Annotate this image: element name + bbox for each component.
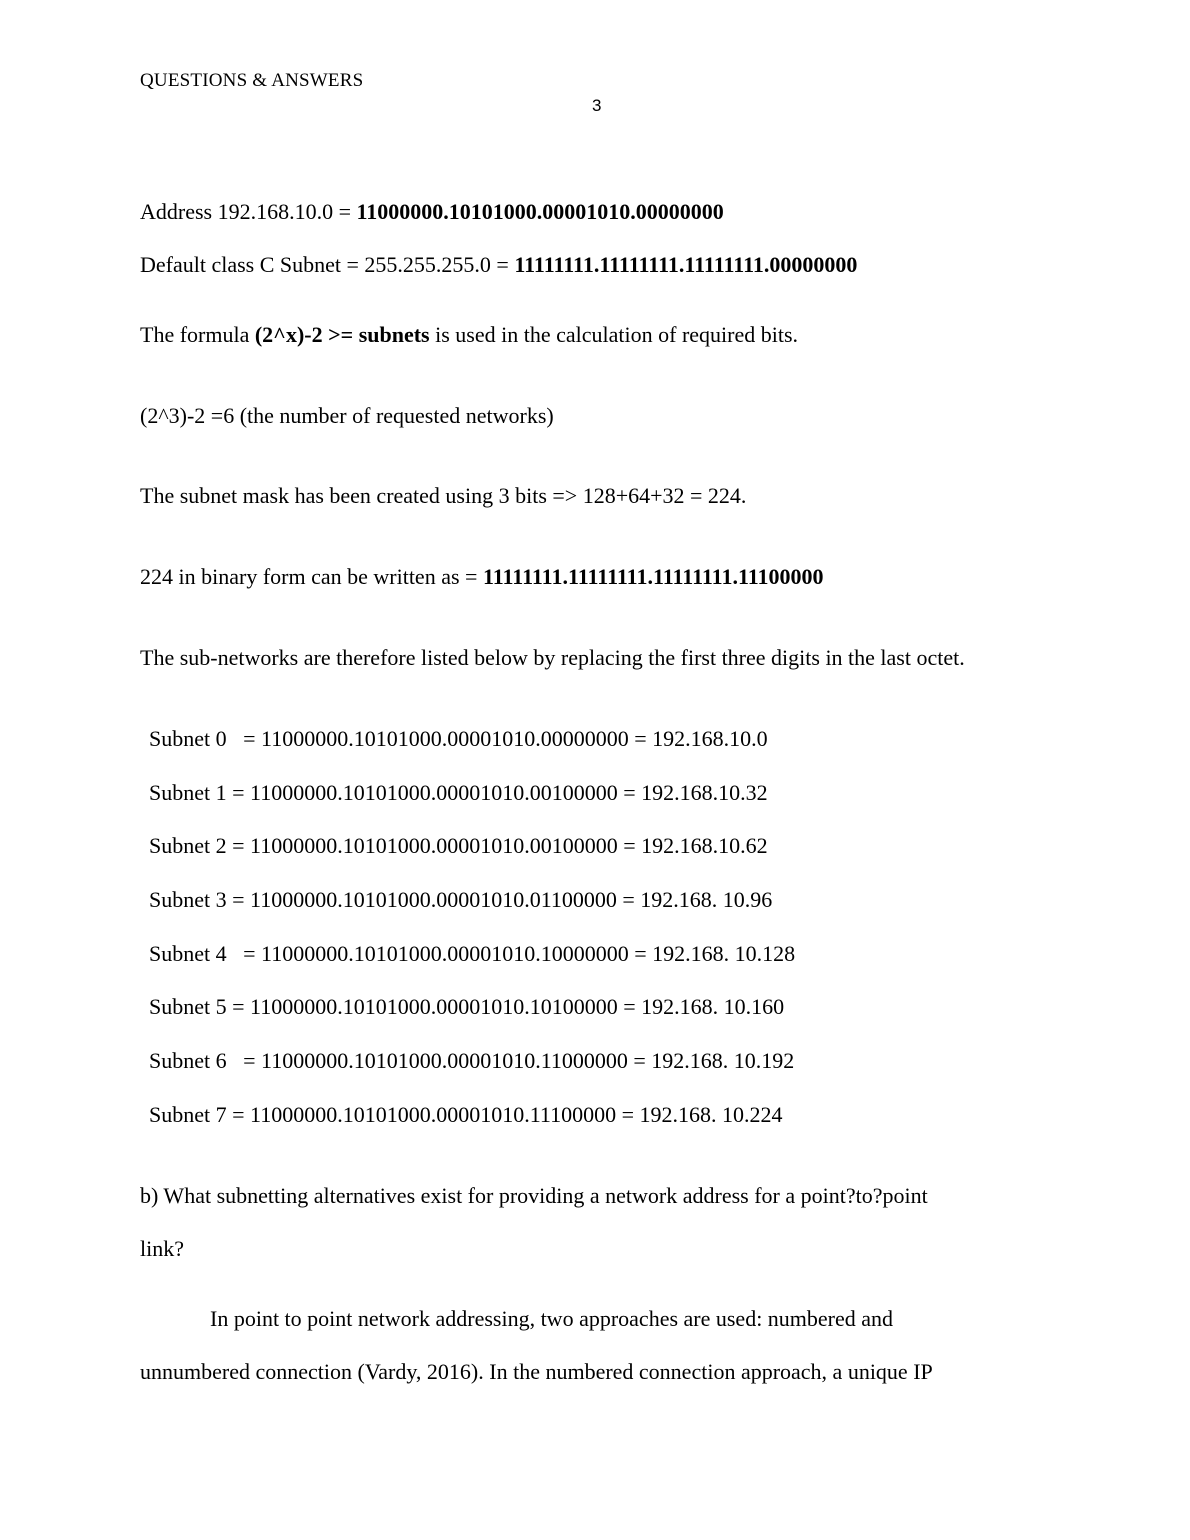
- running-head: QUESTIONS & ANSWERS: [140, 70, 364, 91]
- address-line: [140, 198, 724, 226]
- binary-form-line: [140, 563, 824, 591]
- subnet-row-2: Subnet 2 = 11000000.10101000.00001010.00100000 = 192.168.10.62: [149, 833, 768, 858]
- formula-suffix: is used in the calculation of required bits.: [429, 322, 799, 347]
- subnet-row-7: Subnet 7 = 11000000.10101000.00001010.11100000 = 192.168. 10.224: [149, 1102, 783, 1127]
- binary-form-prefix: 224 in binary form can be written as =: [140, 564, 483, 589]
- subnet-mask-line: The subnet mask has been created using 3 bits => 128+64+32 = 224.: [140, 483, 747, 508]
- default-subnet-label: Default class C Subnet = 255.255.255.0 =: [140, 252, 515, 277]
- formula-line: [140, 321, 798, 349]
- answer-line-1: In point to point network addressing, two approaches are used: numbered and: [210, 1306, 894, 1331]
- calculation-line: (2^3)-2 =6 (the number of requested networks): [140, 403, 554, 428]
- question-b-line-2: link?: [140, 1236, 184, 1261]
- default-subnet-line: [140, 251, 857, 279]
- subnetworks-intro: The sub-networks are therefore listed below by replacing the first three digits in the last octet.: [140, 645, 965, 670]
- formula-expression: (2^x)-2 >= subnets: [254, 322, 430, 347]
- binary-form-value: 11111111.11111111.11111111.11100000: [482, 564, 824, 589]
- subnet-row-4: Subnet 4 = 11000000.10101000.00001010.10000000 = 192.168. 10.128: [149, 941, 796, 966]
- subnet-row-0: Subnet 0 = 11000000.10101000.00001010.00000000 = 192.168.10.0: [149, 726, 768, 751]
- question-b-line-1: b) What subnetting alternatives exist for providing a network address for a point?to?point: [140, 1183, 928, 1208]
- subnet-row-5: Subnet 5 = 11000000.10101000.00001010.10100000 = 192.168. 10.160: [149, 994, 785, 1019]
- address-binary: 11000000.10101000.00001010.00000000: [356, 199, 724, 224]
- subnet-row-6: Subnet 6 = 11000000.10101000.00001010.11000000 = 192.168. 10.192: [149, 1048, 795, 1073]
- default-subnet-binary: 11111111.11111111.11111111.00000000: [514, 252, 858, 277]
- address-label: Address 192.168.10.0 =: [140, 199, 357, 224]
- answer-line-2: unnumbered connection (Vardy, 2016). In the numbered connection approach, a unique IP: [140, 1359, 933, 1384]
- subnet-row-3: Subnet 3 = 11000000.10101000.00001010.01100000 = 192.168. 10.96: [149, 887, 773, 912]
- subnet-row-1: Subnet 1 = 11000000.10101000.00001010.00100000 = 192.168.10.32: [149, 780, 768, 805]
- formula-prefix: The formula: [140, 322, 255, 347]
- page-number: 3: [592, 96, 602, 115]
